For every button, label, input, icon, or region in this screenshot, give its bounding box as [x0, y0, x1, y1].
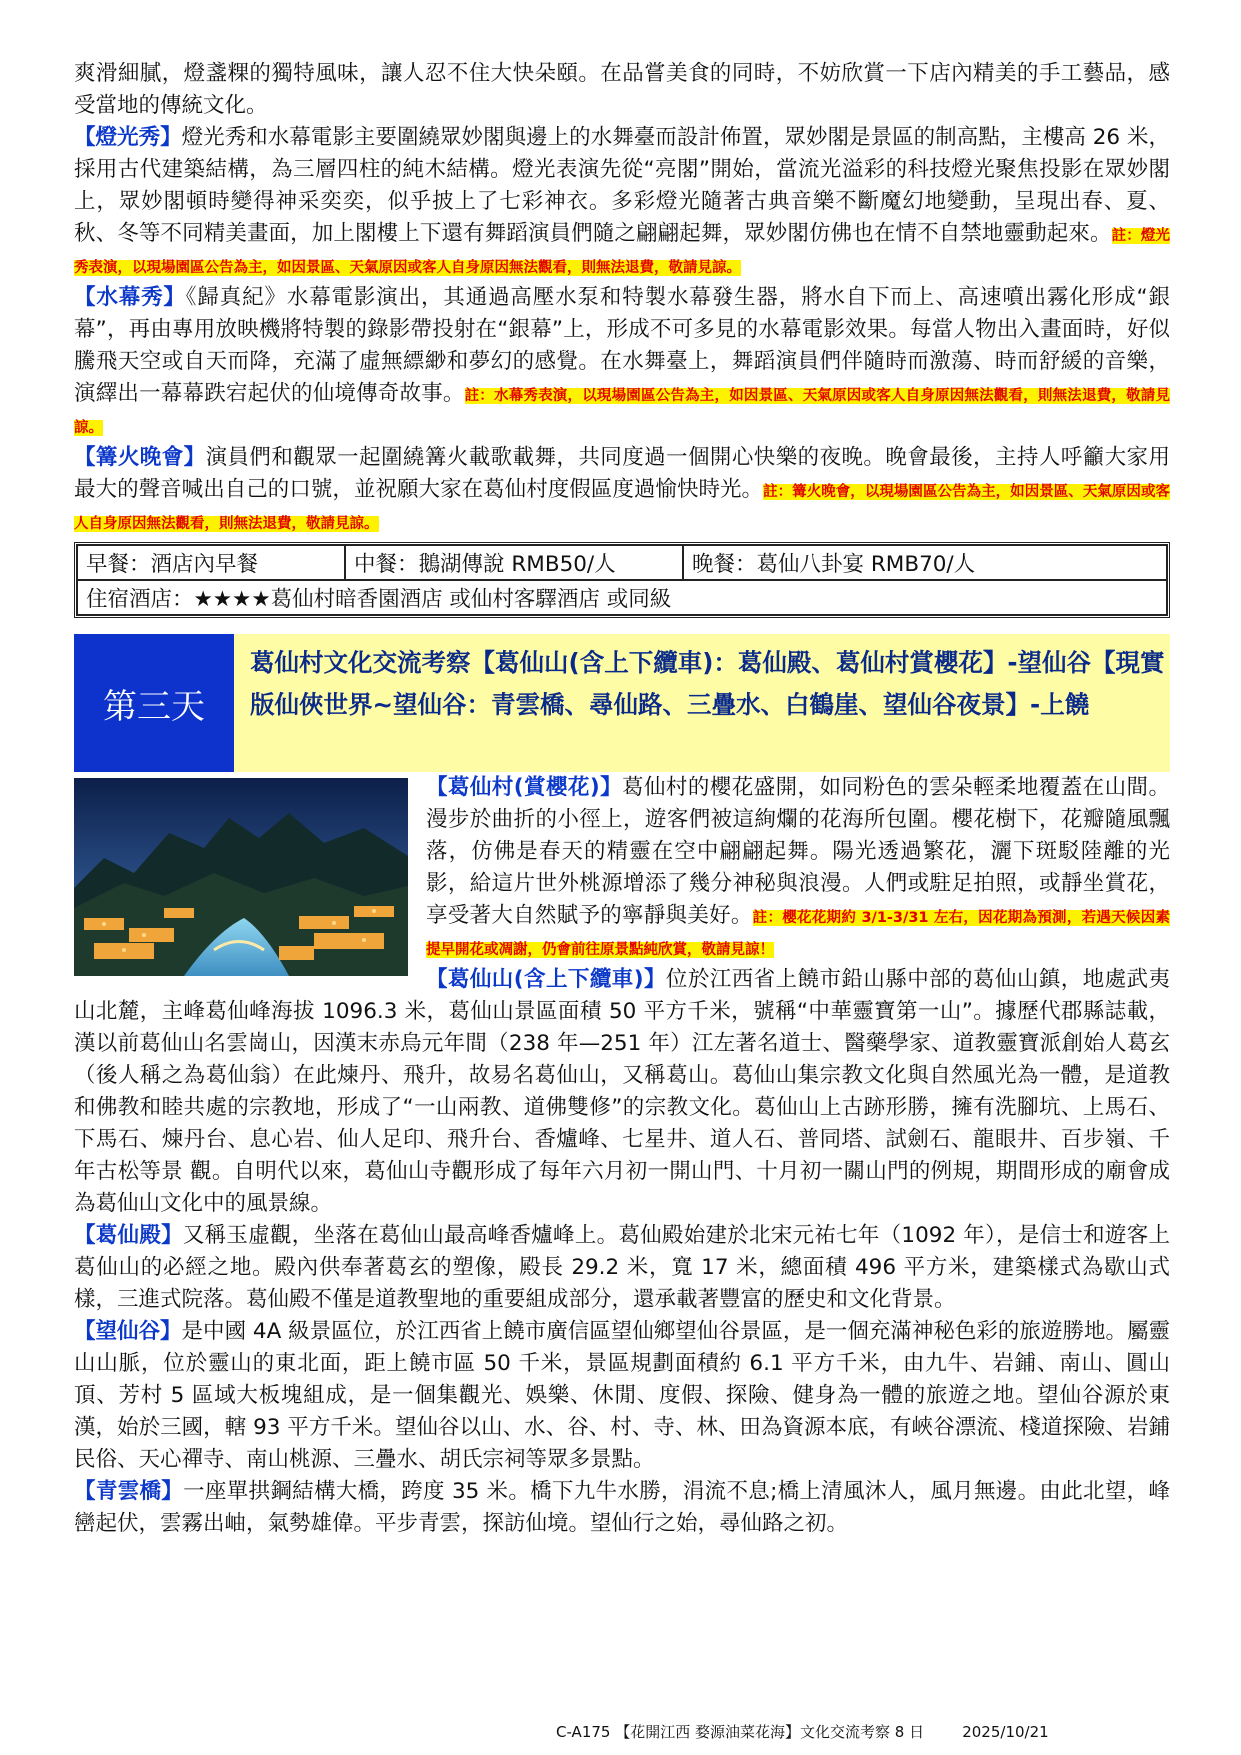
- note-light-show: 註：燈光秀表演，以現場園區公告為主，如因景區、天氣原因或客人自身原因無法觀看，則無法退費，敬請見諒。: [74, 228, 1170, 276]
- text-valley: 是中國 4A 級景區位，於江西省上饒市廣信區望仙鄉望仙谷景區，是一個充滿神秘色彩的旅遊勝地。屬靈山山脈，位於靈山的東北面，距上饒市區 50 千米，景區規劃面積約 6.1 平方千米，由九牛、岩鋪、南山、圓山頂、芳村 5 區域大板塊組成，是一個集觀光、娛樂、休閒、度假、探險、健身為一體的旅遊之地。望仙谷源於東漢，始於三國，轄 93 平方千米。望仙谷以山、水、谷、村、寺、林、田為資源本底，有峽谷漂流、棧道探險、岩鋪民俗、天心禪寺、南山桃源、三疊水、胡氏宗祠等眾多景點。: [74, 1319, 1170, 1472]
- text-bridge: 一座單拱鋼結構大橋，跨度 35 米。橋下九牛水勝，涓流不息;橋上清風沐人，風月無邊。由此北望，峰巒起伏，雲霧出岫，氣勢雄偉。平步青雲，探訪仙境。望仙行之始，尋仙路之初。: [74, 1479, 1170, 1536]
- day-header: [74, 634, 1170, 772]
- note-bonfire: 註：篝火晚會，以現場園區公告為主，如因景區、天氣原因或客人自身原因無法觀看，則無法退費，敬請見諒。: [74, 484, 1170, 532]
- page-footer: C-A175 【花開江西 婺源油菜花海】文化交流考察 8 日 2025/10/21: [556, 1723, 1049, 1741]
- text-light-show: 燈光秀和水幕電影主要圍繞眾妙閣與邊上的水舞臺而設計佈置，眾妙閣是景區的制高點，主樓高 26 米，採用古代建築結構，為三層四柱的純木結構。燈光表演先從“亮閣”開始，當流光溢彩的科技燈光聚焦投影在眾妙閣上，眾妙閣頓時變得神采奕奕，似乎披上了七彩神衣。多彩燈光隨著古典音樂不斷魔幻地變動，呈現出春、夏、秋、冬等不同精美畫面，加上閣樓上下還有舞蹈演員們隨之翩翩起舞，眾妙閣仿佛也在情不自禁地靈動起來。: [74, 125, 1170, 246]
- lunch-cell: 中餐：鵝湖傳說 RMB50/人: [345, 545, 683, 580]
- village-night-image: [74, 778, 408, 976]
- note-village: 註：櫻花花期約 3/1-3/31 左右，因花期為預測，若遇天候因素提早開花或凋謝，仍會前往原景點純欣賞，敬請見諒！: [426, 910, 1170, 958]
- section-light-show: [74, 122, 1170, 282]
- heading-mountain: 【葛仙山(含上下纜車)】: [426, 967, 666, 992]
- heading-valley: 【望仙谷】: [74, 1319, 182, 1344]
- text-water-show: 《歸真紀》水幕電影演出，其通過高壓水泵和特製水幕發生器，將水自下而上、高速噴出霧化形成“銀幕”，再由專用放映機將特製的錄影帶投射在“銀幕”上，形成不可多見的水幕電影效果。每當人物出入畫面時，好似騰飛天空或自天而降，充滿了虛無縹緲和夢幻的感覺。在水舞臺上，舞蹈演員們伴隨時而激蕩、時而舒緩的音樂，演繹出一幕幕跌宕起伏的仙境傳奇故事。: [74, 285, 1170, 406]
- page-content: [74, 58, 1170, 1540]
- section-bridge: [74, 1476, 1170, 1540]
- dinner-cell: 晚餐：葛仙八卦宴 RMB70/人: [683, 545, 1167, 580]
- heading-water-show: 【水幕秀】: [74, 285, 186, 310]
- heading-light-show: 【燈光秀】: [74, 125, 182, 150]
- heading-bridge: 【青雲橋】: [74, 1479, 184, 1504]
- text-hall: 又稱玉虛觀，坐落在葛仙山最高峰香爐峰上。葛仙殿始建於北宋元祐七年（1092 年），是信士和遊客上葛仙山的必經之地。殿內供奉著葛玄的塑像，殿長 29.2 米，寬 17 米，總面積 496 平方米，建築樣式為歇山式樣，三進式院落。葛仙殿不僅是道教聖地的重要組成部分，還承載著豐富的歷史和文化背景。: [74, 1223, 1170, 1312]
- note-water-show: 註：水幕秀表演，以現場園區公告為主，如因景區、天氣原因或客人自身原因無法觀看，則無法退費，敬請見諒。: [74, 388, 1170, 436]
- text-mountain: 位於江西省上饒市鉛山縣中部的葛仙山鎮，地處武夷山北麓，主峰葛仙峰海拔 1096.3 米，葛仙山景區面積 50 平方千米，號稱“中華靈寶第一山”。據歷代郡縣誌載，漢以前葛仙山名雲崗山，因漢末赤烏元年間（238 年—251 年）江左著名道士、醫藥學家、道教靈寶派創始人葛玄（後人稱之為葛仙翁）在此煉丹、飛升，故易名葛仙山，又稱葛山。葛仙山集宗教文化與自然風光為一體，是道教和佛教和睦共處的宗教地，形成了“一山兩教、道佛雙修”的宗教文化。葛仙山上古跡形勝，擁有洗腳坑、上馬石、下馬石、煉丹台、息心岩、仙人足印、飛升台、香爐峰、七星井、道人石、普同塔、試劍石、龍眼井、百步嶺、千年古松等景 觀。自明代以來，葛仙山寺觀形成了每年六月初一開山門、十月初一關山門的例規，期間形成的廟會成為葛仙山文化中的風景線。: [74, 967, 1170, 1216]
- heading-hall: 【葛仙殿】: [74, 1223, 183, 1248]
- section-water-show: [74, 282, 1170, 442]
- day-label: 第三天: [74, 634, 234, 772]
- day-title: 葛仙村文化交流考察【葛仙山(含上下纜車)：葛仙殿、葛仙村賞櫻花】-望仙谷【現實版仙俠世界~望仙谷：青雲橋、尋仙路、三疊水、白鶴崖、望仙谷夜景】-上饒: [234, 634, 1170, 772]
- hotel-row: [77, 580, 1167, 615]
- text-bonfire: 演員們和觀眾一起圍繞篝火載歌載舞，共同度過一個開心快樂的夜晚。晚會最後，主持人呼籲大家用最大的聲音喊出自己的口號，並祝願大家在葛仙村度假區度過愉快時光。: [74, 445, 1170, 502]
- meal-table: [74, 542, 1170, 618]
- hotel-cell: 住宿酒店：★★★★葛仙村暗香園酒店 或仙村客驛酒店 或同級: [77, 580, 1167, 615]
- section-bonfire: [74, 442, 1170, 538]
- section-hall: [74, 1220, 1170, 1316]
- text-village: 葛仙村的櫻花盛開，如同粉色的雲朵輕柔地覆蓋在山間。漫步於曲折的小徑上，遊客們被這絢爛的花海所包圍。櫻花樹下，花瓣隨風飄落，仿佛是春天的精靈在空中翩翩起舞。陽光透過繁花，灑下斑駁陸離的光影，給這片世外桃源增添了幾分神秘與浪漫。人們或駐足拍照，或靜坐賞花，享受著大自然賦予的寧靜與美好。: [426, 775, 1170, 928]
- village-night-photo: [74, 778, 408, 976]
- paragraph-intro: 爽滑細膩，燈盞粿的獨特風味，讓人忍不住大快朵頤。在品嘗美食的同時，不妨欣賞一下店內精美的手工藝品，感受當地的傳統文化。: [74, 61, 1170, 118]
- section-valley: [74, 1316, 1170, 1476]
- breakfast-cell: 早餐：酒店內早餐: [77, 545, 345, 580]
- heading-bonfire: 【篝火晚會】: [74, 445, 206, 470]
- meal-row: [77, 545, 1167, 580]
- section-mountain: [74, 964, 1170, 1220]
- heading-village: 【葛仙村(賞櫻花)】: [426, 775, 623, 800]
